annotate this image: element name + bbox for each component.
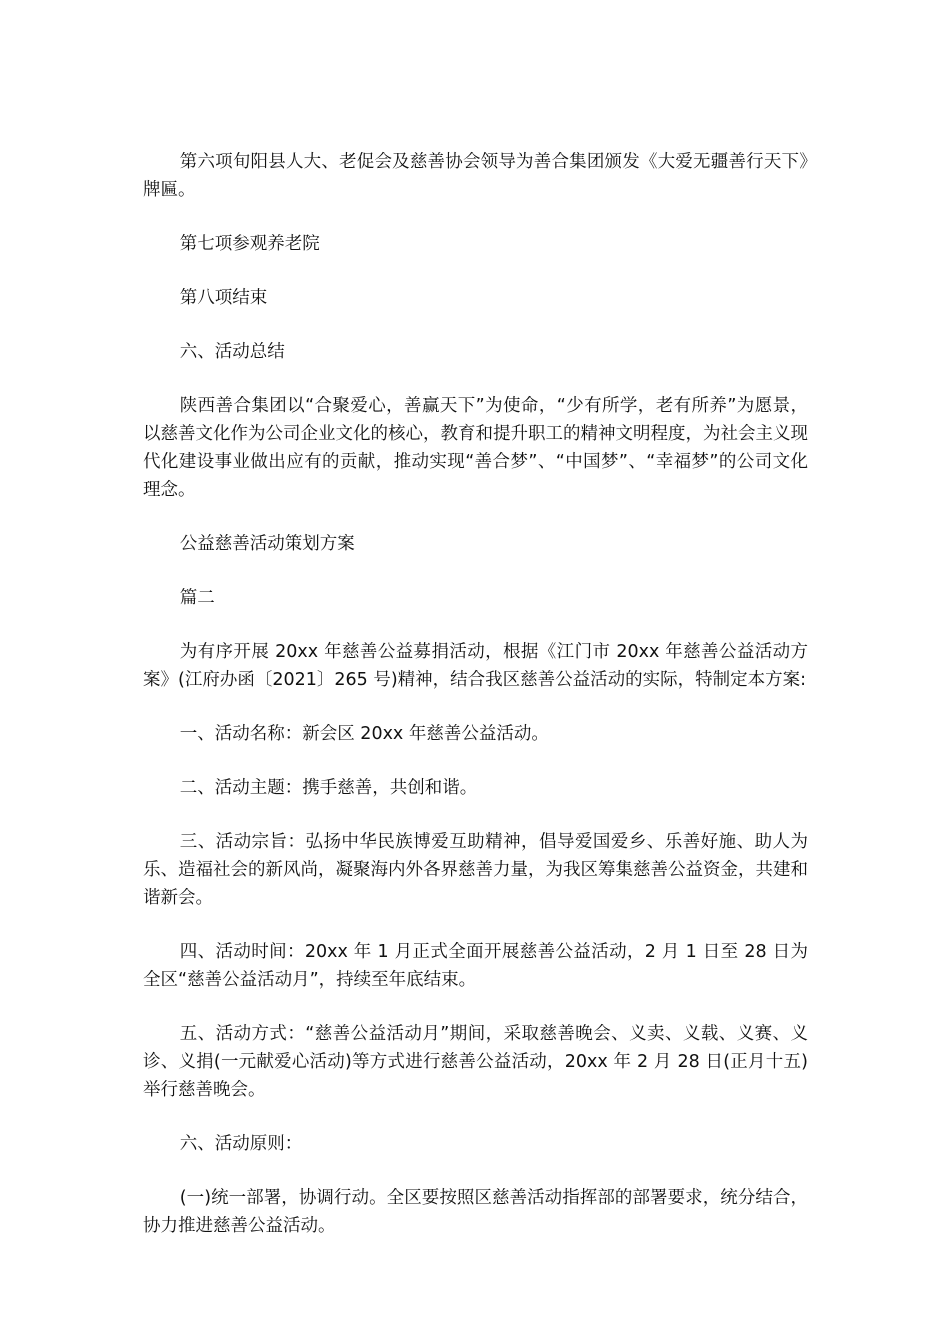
paragraph-principle-one: (一)统一部署，协调行动。全区要按照区慈善活动指挥部的部署要求，统分结合，协力推进慈善公益活动。 <box>143 1188 808 1236</box>
paragraph-activity-time: 四、活动时间：20xx 年 1 月正式全面开展慈善公益活动，2 月 1 日至 28 日为全区“慈善公益活动月”，持续至年底结束。 <box>143 942 808 990</box>
paragraph-summary-body: 陕西善合集团以“合聚爱心，善赢天下”为使命，“少有所学，老有所养”为愿景，以慈善文化作为公司企业文化的核心，教育和提升职工的精神文明程度，为社会主义现代化建设事业做出应有的贡献，推动实现“善合梦”、“中国梦”、“幸福梦”的公司文化理念。 <box>143 396 808 500</box>
heading-part-two: 篇二 <box>179 588 215 608</box>
paragraph-award-ceremony: 第六项旬阳县人大、老促会及慈善协会领导为善合集团颁发《大爱无疆善行天下》牌匾。 <box>143 152 808 200</box>
paragraph-activity-purpose: 三、活动宗旨：弘扬中华民族博爱互助精神，倡导爱国爱乡、乐善好施、助人为乐、造福社会的新风尚，凝聚海内外各界慈善力量，为我区筹集慈善公益资金，共建和谐新会。 <box>143 832 808 908</box>
heading-activity-summary: 六、活动总结 <box>179 342 285 362</box>
paragraph-activity-method: 五、活动方式：“慈善公益活动月”期间，采取慈善晚会、义卖、义载、义赛、义诊、义捐(一元献爱心活动)等方式进行慈善公益活动，20xx 年 2 月 28 日(正月十五)举行慈善晚会。 <box>143 1024 808 1100</box>
heading-plan-title: 公益慈善活动策划方案 <box>179 534 355 554</box>
paragraph-activity-theme: 二、活动主题：携手慈善，共创和谐。 <box>179 778 478 798</box>
paragraph-activity-name: 一、活动名称：新会区 20xx 年慈善公益活动。 <box>179 724 549 744</box>
paragraph-end: 第八项结束 <box>179 288 268 308</box>
document-body <box>143 148 808 1266</box>
heading-activity-principles: 六、活动原则： <box>179 1134 303 1154</box>
paragraph-plan-intro: 为有序开展 20xx 年慈善公益募捐活动，根据《江门市 20xx 年慈善公益活动方案》(江府办函〔2021〕265 号)精神，结合我区慈善公益活动的实际，特制定本方案: <box>143 642 808 690</box>
paragraph-visit-nursing-home: 第七项参观养老院 <box>179 234 320 254</box>
